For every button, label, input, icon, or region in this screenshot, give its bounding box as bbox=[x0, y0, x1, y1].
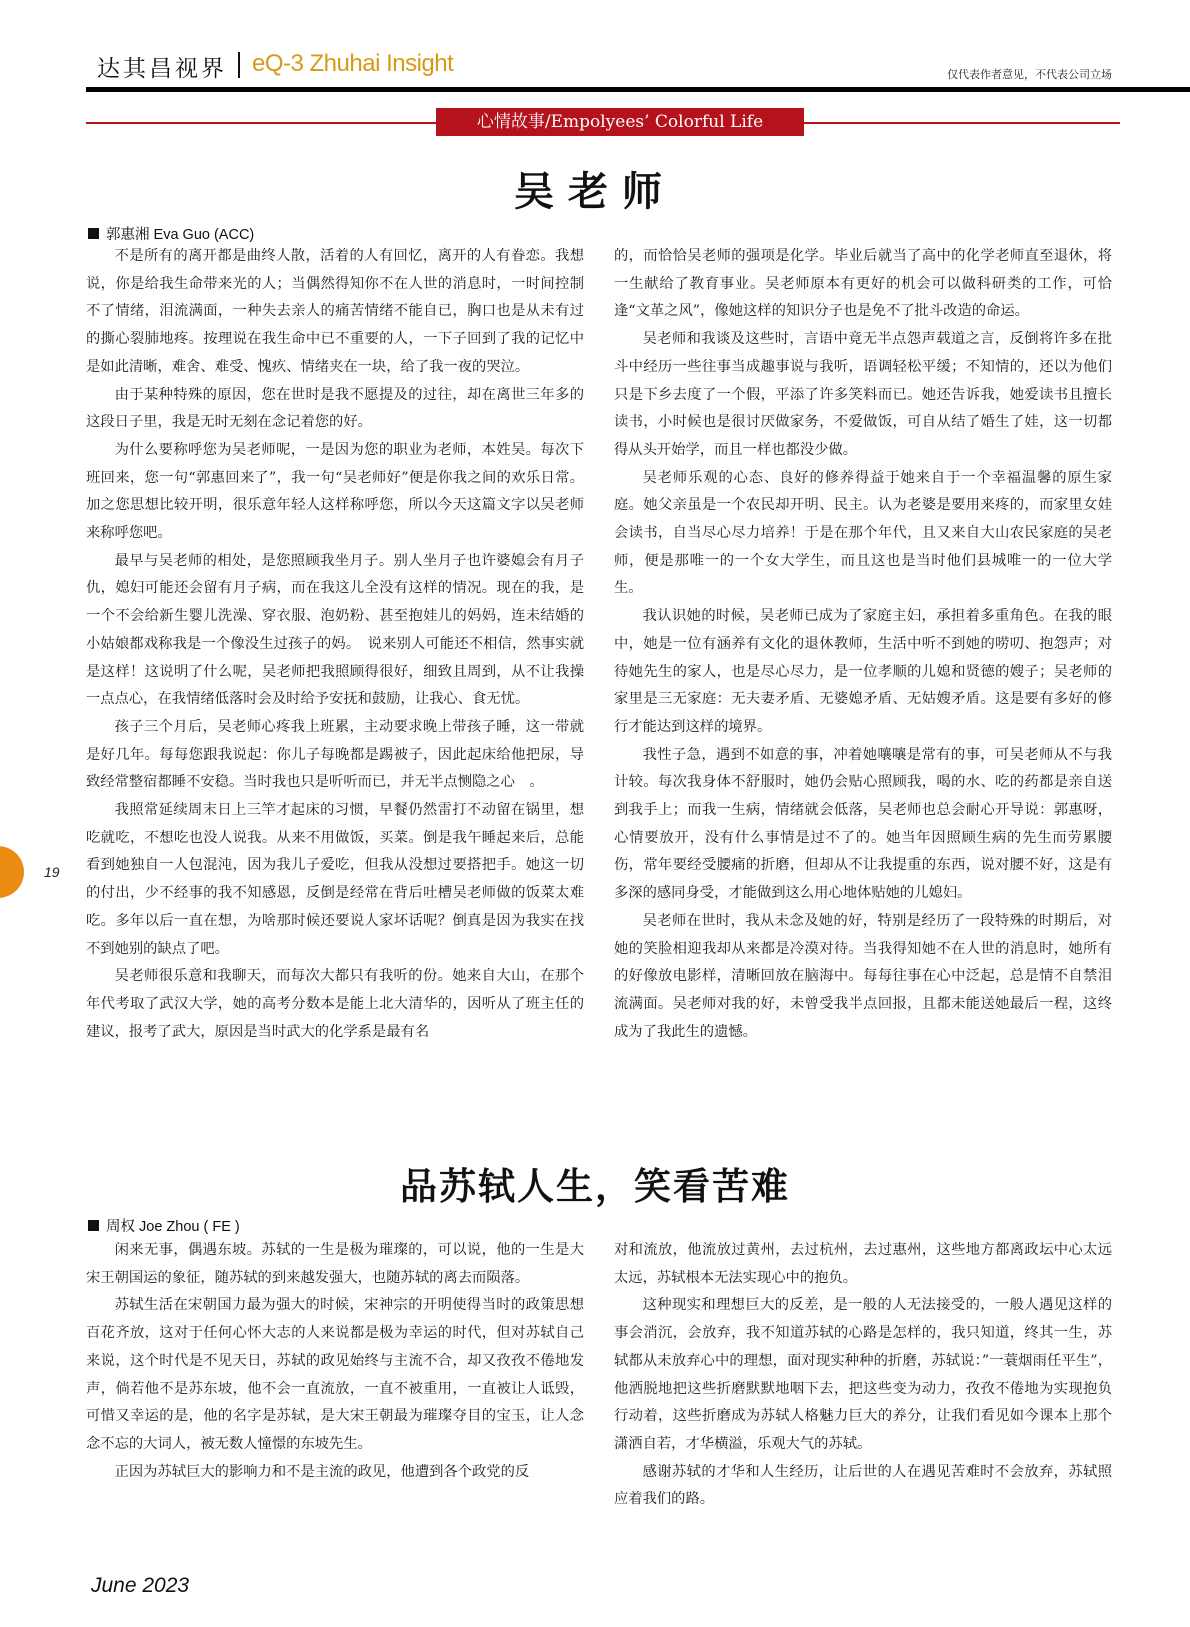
paragraph: 吴老师乐观的心态、良好的修养得益于她来自于一个幸福温馨的原生家庭。她父亲虽是一个农民却开明、民主。认为老婆是要用来疼的，而家里女娃会读书，自当尽心尽力培养！于是在那个年代，且又来自大山农民家庭的吴老师，便是那唯一的一个女大学生，而且这也是当时他们县城唯一的一位大学生。 bbox=[614, 469, 1112, 597]
paragraph: 闲来无事，偶遇东坡。苏轼的一生是极为璀璨的，可以说，他的一生是大宋王朝国运的象征，随苏轼的到来越发强大，也随苏轼的离去而陨落。 bbox=[86, 1242, 584, 1286]
square-bullet-icon bbox=[88, 1220, 99, 1231]
header-title-en: eQ-3 Zhuhai Insight bbox=[252, 50, 454, 77]
paragraph: 吴老师和我谈及这些时，言语中竟无半点怨声载道之言，反倒将许多在批斗中经历一些往事当成趣事说与我听，语调轻松平缓；不知情的，还以为他们只是下乡去度了一个假，平添了许多笑料而已。她还告诉我，她爱读书且擅长读书，小时候也是很讨厌做家务，不爱做饭，可自从结了婚生了娃，这一切都得从头开始学，而且一样也都没少做。 bbox=[614, 331, 1112, 458]
paragraph: 这种现实和理想巨大的反差，是一般的人无法接受的，一般人遇见这样的事会消沉，会放弃，我不知道苏轼的心路是怎样的，我只知道，终其一生，苏轼都从未放弃心中的理想，面对现实种种的折磨，苏轼说：”一蓑烟雨任平生”，他洒脱地把这些折磨默默地咽下去，把这些变为动力，孜孜不倦地为实现抱负行动着，这些折磨成为苏轼人格魅力巨大的养分，让我们看见如今课本上那个潇洒自若，才华横溢，乐观大气的苏轼。 bbox=[614, 1297, 1112, 1452]
paragraph: 孩子三个月后，吴老师心疼我上班累，主动要求晚上带孩子睡，这一带就是好几年。每每您跟我说起：你儿子每晚都是踢被子，因此起床给他把尿，导致经常整宿都睡不安稳。当时我也只是听听而已，并无半点恻隐之心 。 bbox=[86, 718, 584, 791]
page-tab bbox=[0, 846, 24, 898]
paragraph-continued: 的，而恰恰吴老师的强项是化学。毕业后就当了高中的化学老师直至退休，将一生献给了教育事业。吴老师原本有更好的机会可以做科研类的工作，可恰逢“文革之风”，像她这样的知识分子也是免不了批斗改造的命运。 bbox=[614, 248, 1112, 320]
header-title-cn: 达其昌视界 bbox=[97, 56, 227, 82]
article1-byline bbox=[88, 223, 254, 244]
article1-author: 郭惠湘 Eva Guo (ACC) bbox=[106, 227, 255, 243]
top-rule bbox=[86, 87, 1190, 92]
paragraph: 我性子急，遇到不如意的事，冲着她嚷嚷是常有的事，可吴老师从不与我计较。每次我身体不舒服时，她仍会贴心照顾我，喝的水、吃的药都是亲自送到我手上；而我一生病，情绪就会低落，吴老师也总会耐心开导说：郭惠呀，心情要放开，没有什么事情是过不了的。她当年因照顾生病的先生而劳累腰伤，常年要经受腰痛的折磨，但却从不让我提重的东西，说对腰不好，这是有多深的感同身受，才能做到这么用心地体贴她的儿媳妇。 bbox=[614, 746, 1112, 902]
paragraph: 我认识她的时候，吴老师已成为了家庭主妇，承担着多重角色。在我的眼中，她是一位有涵养有文化的退休教师，生活中听不到她的唠叨、抱怨声；对待她先生的家人，也是尽心尽力，是一位孝顺的儿媳和贤德的嫂子；吴老师的家里是三无家庭：无夫妻矛盾、无婆媳矛盾、无姑嫂矛盾。这是要有多好的修行才能达到这样的境界。 bbox=[614, 608, 1112, 735]
paragraph: 吴老师在世时，我从未念及她的好，特别是经历了一段特殊的时期后，对她的笑脸相迎我却从来都是冷漠对待。当我得知她不在人世的消息时，她所有的好像放电影样，清晰回放在脑海中。每每往事在心中泛起，总是情不自禁泪流满面。吴老师对我的好，未曾受我半点回报，且都未能送她最后一程，这终成为了我此生的遗憾。 bbox=[614, 912, 1112, 1040]
paragraph: 不是所有的离开都是曲终人散，活着的人有回忆，离开的人有眷恋。我想说，你是给我生命带来光的人；当偶然得知你不在人世的消息时，一时间控制不了情绪，泪流满面，一种失去亲人的痛苦情绪不能自已，胸口也是从未有过的撕心裂肺地疼。按理说在我生命中已不重要的人，一下子回到了我的记忆中是如此清晰，难舍、难受、愧疚、情绪夹在一块，给了我一夜的哭泣。 bbox=[86, 248, 584, 375]
article2-left-column bbox=[86, 1237, 584, 1486]
paragraph: 最早与吴老师的相处，是您照顾我坐月子。别人坐月子也许婆媳会有月子仇，媳妇可能还会留有月子病，而在我这儿全没有这样的情况。现在的我，是一个不会给新生婴儿洗澡、穿衣服、泡奶粉、甚至抱娃儿的妈妈，连未结婚的小姑娘都戏称我是一个像没生过孩子的妈。 说来别人可能还不相信，然事实就是这样！这说明了什么呢，吴老师把我照顾得很好，细致且周到，从不让我操一点点心，在我情绪低落时会及时给予安抚和鼓励，让我心、食无忧。 bbox=[86, 552, 584, 708]
header-separator bbox=[238, 52, 240, 78]
disclaimer: 仅代表作者意见，不代表公司立场 bbox=[947, 68, 1112, 81]
article2-byline bbox=[88, 1215, 240, 1236]
paragraph: 感谢苏轼的才华和人生经历，让后世的人在遇见苦难时不会放弃，苏轼照应着我们的路。 bbox=[614, 1463, 1112, 1508]
column-banner: 心情故事/Empolyees’ Colorful Life bbox=[436, 108, 804, 136]
paragraph: 苏轼生活在宋朝国力最为强大的时候，宋神宗的开明使得当时的政策思想百花齐放，这对于任何心怀大志的人来说都是极为幸运的时代，但对苏轼自己来说，这个时代是不见天日，苏轼的政见始终与主流不合，却又孜孜不倦地发声，倘若他不是苏东坡，他不会一直流放，一直不被重用，一直被让人诋毁，可惜又幸运的是，他的名字是苏轼，是大宋王朝最为璀璨夺目的宝玉，让人念念不忘的大词人，被无数人憧憬的东坡先生。 bbox=[86, 1297, 584, 1452]
paragraph: 正因为苏轼巨大的影响力和不是主流的政见，他遭到各个政党的反 bbox=[114, 1463, 530, 1480]
article2-right-column bbox=[614, 1237, 1112, 1514]
paragraph: 由于某种特殊的原因，您在世时是我不愿提及的过往，却在离世三年多的这段日子里，我是无时无刻在念记着您的好。 bbox=[86, 386, 584, 431]
square-bullet-icon bbox=[88, 228, 99, 239]
article1-right-column bbox=[614, 243, 1112, 1046]
footer-date: June 2023 bbox=[91, 1574, 190, 1597]
article1-title: 吴老师 bbox=[514, 168, 676, 215]
paragraph: 为什么要称呼您为吴老师呢，一是因为您的职业为老师，本姓吴。每次下班回来，您一句“郭惠回来了”，我一句“吴老师好”便是你我之间的欢乐日常。加之您思想比较开明，很乐意年轻人这样称呼您，所以今天这篇文字以吴老师来称呼您吧。 bbox=[86, 441, 584, 542]
paragraph: 我照常延续周末日上三竿才起床的习惯，早餐仍然雷打不动留在锅里，想吃就吃，不想吃也没人说我。从来不用做饭，买菜。倒是我午睡起来后，总能看到她独自一人包混沌，因为我儿子爱吃，但我从没想过要搭把手。她这一切的付出，少不经事的我不知感恩，反倒是经常在背后吐槽吴老师做的饭菜太难吃。多年以后一直在想，为啥那时候还要说人家坏话呢？倒真是因为我实在找不到她别的缺点了吧。 bbox=[86, 802, 584, 957]
page-number: 19 bbox=[44, 864, 60, 880]
article2-author: 周权 Joe Zhou ( FE ) bbox=[106, 1219, 240, 1235]
article1-left-column bbox=[86, 243, 584, 1046]
paragraph-continued: 对和流放，他流放过黄州，去过杭州，去过惠州，这些地方都离政坛中心太远太远，苏轼根本无法实现心中的抱负。 bbox=[614, 1242, 1112, 1286]
paragraph: 吴老师很乐意和我聊天，而每次大都只有我听的份。她来自大山，在那个年代考取了武汉大学，她的高考分数本是能上北大清华的，因听从了班主任的建议，报考了武大，原因是当时武大的化学系是最有名 bbox=[86, 968, 584, 1040]
article2-title: 品苏轼人生，笑看苦难 bbox=[400, 1164, 790, 1208]
